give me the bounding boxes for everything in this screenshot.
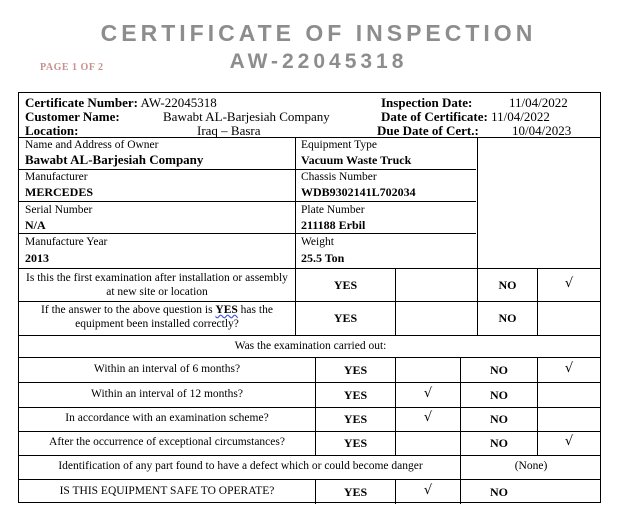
examination-carried-out-heading: Was the examination carried out: [234, 340, 387, 352]
customer-name-label: Customer Name: [25, 109, 120, 124]
check-mark-icon: √ [564, 361, 574, 376]
certificate-date-label: Date of Certificate: [381, 109, 488, 124]
answer-no-label: NO [490, 436, 508, 450]
equipment-type-label: Equipment Type [301, 139, 377, 151]
answer-yes-label: YES [343, 485, 368, 499]
location-value: Iraq – Basra [197, 123, 261, 138]
answer-no-label: NO [490, 485, 508, 499]
serial-number-label: Serial Number [25, 204, 93, 216]
question-first-examination: Is this the first examination after installation or assembly at new site or location [26, 272, 288, 298]
row-divider [19, 169, 476, 170]
answer-no-label: NO [490, 363, 508, 377]
check-mark-icon: √ [564, 434, 574, 449]
row-divider [19, 268, 600, 269]
question-examination-scheme: In accordance with an examination scheme? [65, 412, 269, 424]
owner-value: Bawabt AL-Barjesiah Company [25, 152, 204, 167]
cert-number-label: Certificate Number: [25, 95, 138, 110]
weight-label: Weight [301, 236, 334, 248]
row-divider [19, 431, 600, 432]
row-divider [19, 335, 600, 336]
row-divider [19, 357, 600, 358]
answer-yes-label: YES [333, 278, 358, 292]
due-date-value: 10/04/2023 [512, 123, 572, 138]
check-mark-icon: √ [564, 276, 574, 291]
question-interval-6-months: Within an interval of 6 months? [93, 363, 241, 375]
question-interval-12-months: Within an interval of 12 months? [91, 388, 243, 400]
page-indicator: PAGE 1 OF 2 [40, 62, 104, 73]
question-installed-correctly: If the answer to the above question is YES has the equipment been installed correctly? [41, 304, 273, 330]
defect-answer-value: (None) [514, 460, 548, 472]
certificate-title: CERTIFICATE OF INSPECTION [100, 20, 537, 46]
column-divider [395, 357, 396, 455]
row-divider [19, 301, 600, 302]
answer-no-label: NO [490, 412, 508, 426]
owner-label: Name and Address of Owner [25, 139, 159, 151]
due-date-label: Due Date of Cert.: [377, 123, 479, 138]
check-mark-icon: √ [423, 386, 433, 401]
inspection-date-value: 11/04/2022 [509, 95, 568, 110]
column-divider [395, 268, 396, 335]
column-divider [477, 137, 478, 268]
inspection-date-label: Inspection Date: [381, 95, 473, 110]
certificate-date-value: 11/04/2022 [491, 109, 550, 124]
answer-no-label: NO [498, 311, 517, 325]
question-exceptional-circumstances: After the occurrence of exceptional circumstances? [49, 436, 285, 448]
row-divider [19, 201, 476, 202]
question-defect-identification: Identification of any part found to have a defect which or could become danger [58, 460, 423, 472]
row-divider [19, 407, 600, 408]
certificate-id-heading: AW-22045318 [229, 50, 408, 73]
plate-number-value: 211188 Erbil [301, 218, 366, 232]
answer-yes-label: YES [343, 436, 368, 450]
check-mark-icon: √ [423, 483, 433, 498]
answer-yes-label: YES [343, 363, 368, 377]
answer-yes-label: YES [333, 311, 358, 325]
location-label: Location: [25, 123, 79, 138]
row-divider [19, 455, 600, 456]
row-divider [19, 233, 476, 234]
question-safe-to-operate: IS THIS EQUIPMENT SAFE TO OPERATE? [59, 485, 275, 497]
cert-number-value: AW-22045318 [140, 95, 217, 110]
serial-number-value: N/A [25, 218, 46, 232]
equipment-type-value: Vacuum Waste Truck [301, 153, 412, 167]
manufacturer-value: MERCEDES [25, 185, 94, 199]
manufacturer-label: Manufacturer [25, 171, 88, 183]
chassis-number-value: WDB9302141L702034 [301, 185, 416, 199]
customer-name-value: Bawabt AL-Barjesiah Company [163, 109, 330, 124]
column-divider [295, 137, 296, 268]
answer-no-label: NO [498, 278, 517, 292]
manufacture-year-value: 2013 [25, 251, 49, 265]
plate-number-label: Plate Number [301, 204, 365, 216]
row-divider [19, 479, 600, 480]
weight-value: 25.5 Ton [301, 251, 345, 265]
answer-no-label: NO [490, 388, 508, 402]
chassis-number-label: Chassis Number [301, 171, 377, 183]
answer-yes-label: YES [343, 388, 368, 402]
inspection-form [18, 92, 601, 503]
row-divider [19, 382, 600, 383]
answer-yes-label: YES [343, 412, 368, 426]
manufacture-year-label: Manufacture Year [25, 236, 108, 248]
check-mark-icon: √ [423, 410, 433, 425]
